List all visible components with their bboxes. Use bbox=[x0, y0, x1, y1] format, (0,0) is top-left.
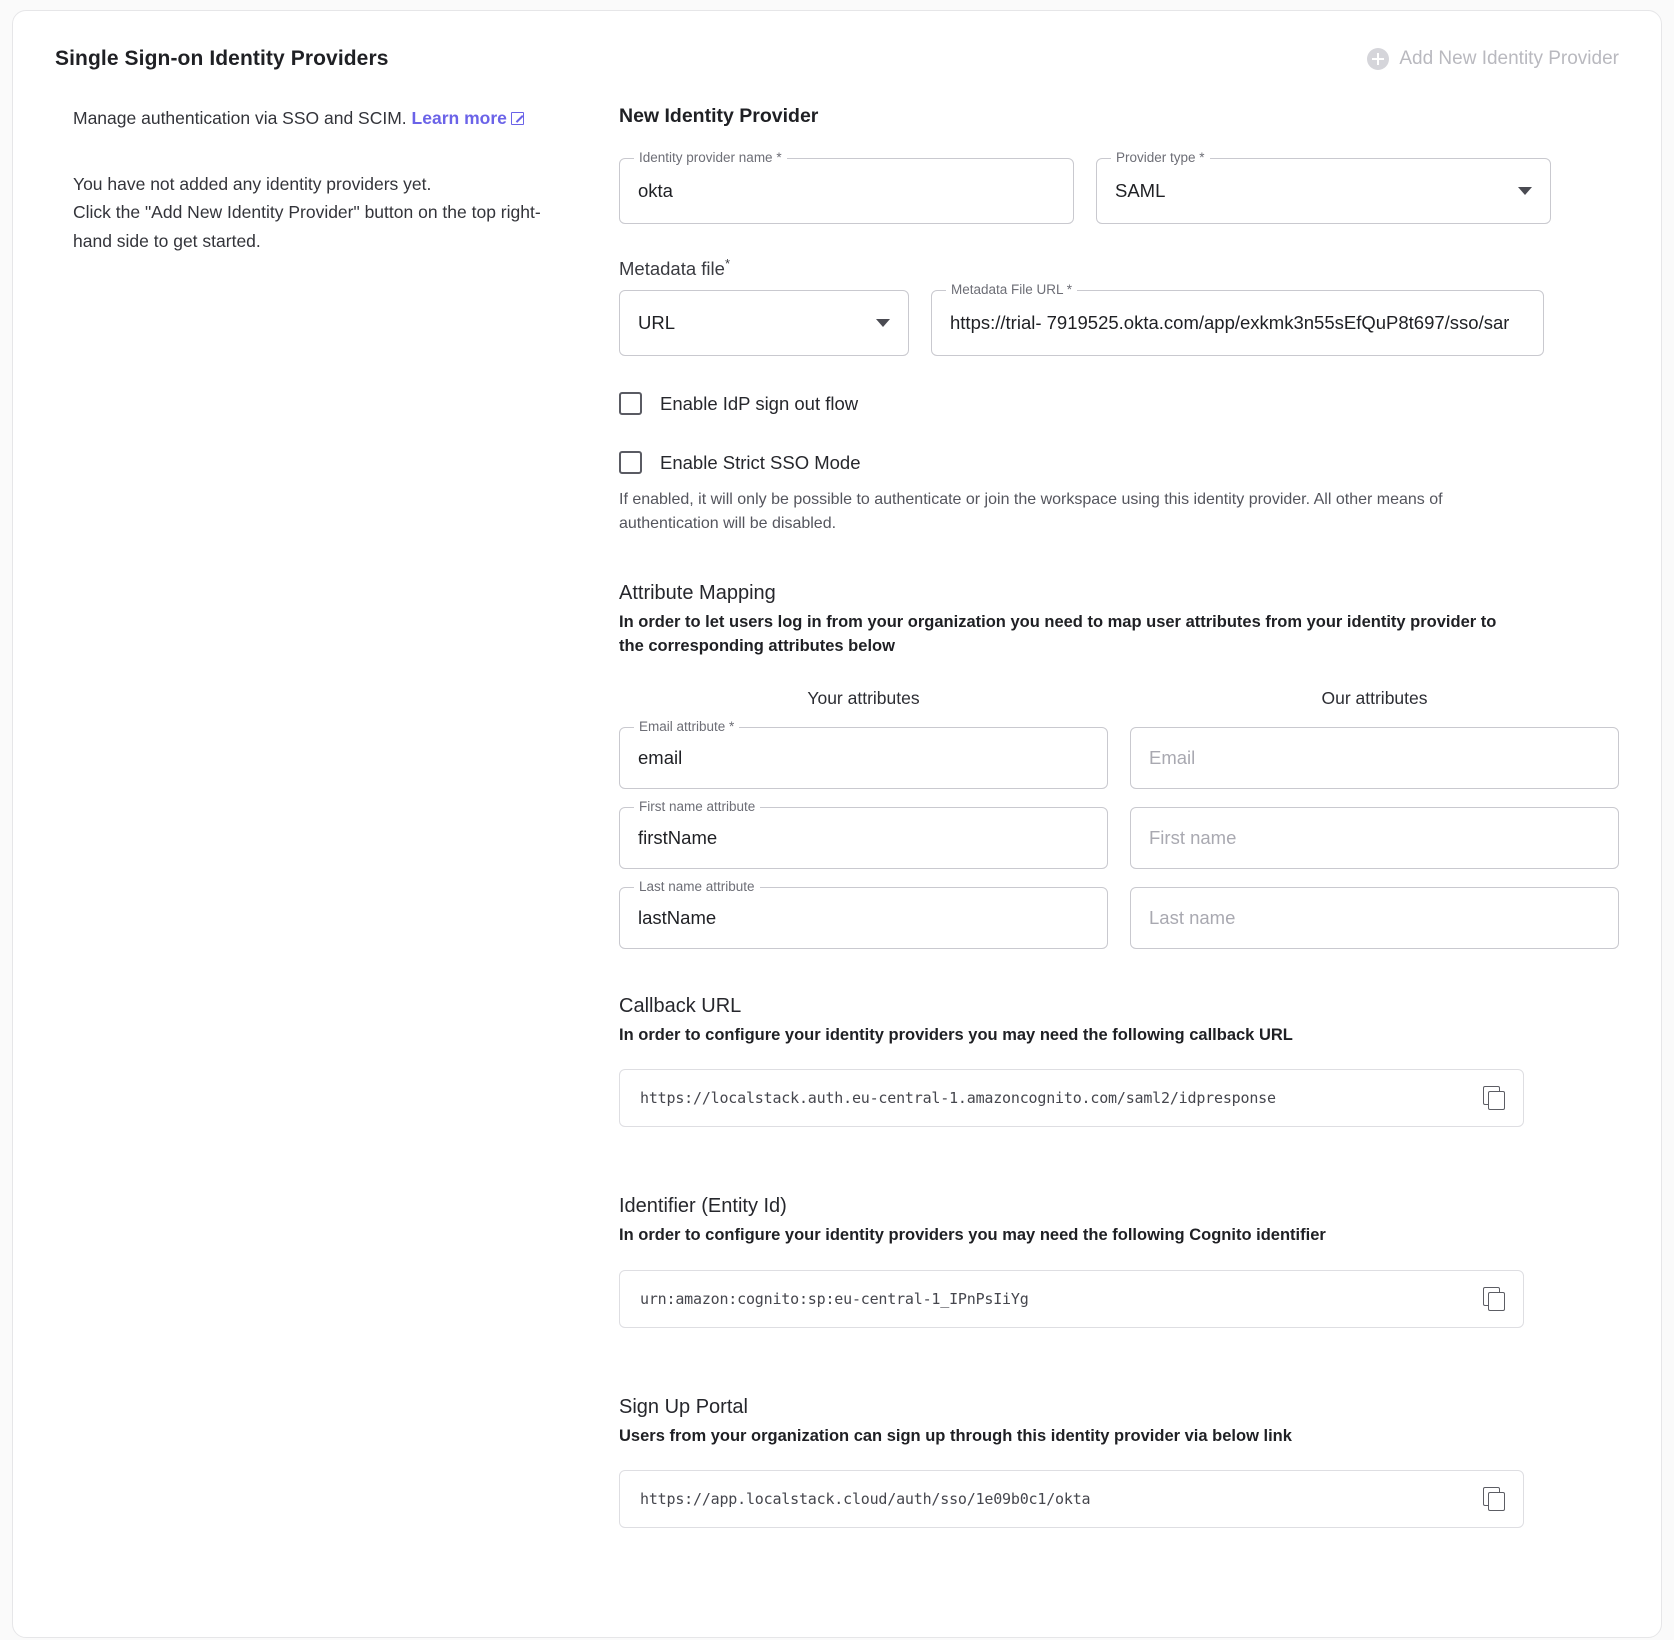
last-name-attribute-label: Last name attribute bbox=[634, 879, 760, 894]
right-column bbox=[615, 105, 1619, 1528]
chevron-down-icon bbox=[1518, 187, 1532, 195]
provider-type-value: SAML bbox=[1115, 180, 1166, 201]
identity-provider-name-value: okta bbox=[638, 180, 673, 201]
our-attributes-header: Our attributes bbox=[1321, 688, 1428, 708]
spacer bbox=[619, 1328, 1619, 1350]
page-title: Single Sign-on Identity Providers bbox=[55, 47, 389, 70]
identity-provider-name-input[interactable] bbox=[619, 150, 1074, 224]
enable-strict-sso-checkbox[interactable] bbox=[619, 451, 642, 474]
provider-basic-row bbox=[619, 150, 1619, 224]
metadata-file-url-label: Metadata File URL * bbox=[946, 282, 1077, 297]
signup-portal-title: Sign Up Portal bbox=[619, 1395, 748, 1418]
email-attribute-label: Email attribute * bbox=[634, 719, 739, 734]
card-header bbox=[55, 47, 1619, 71]
our-email-attribute-placeholder: Email bbox=[1149, 747, 1196, 768]
sso-card bbox=[12, 10, 1662, 1638]
metadata-file-url-value: https://trial- 7919525.okta.com/app/exkmk3n55sEfQuP8t697/sso/sar bbox=[950, 312, 1510, 334]
identifier-row bbox=[619, 1270, 1524, 1328]
left-column bbox=[55, 105, 615, 1528]
enable-idp-signout-label: Enable IdP sign out flow bbox=[660, 392, 859, 414]
manage-auth-text bbox=[73, 105, 595, 132]
our-email-attribute-field[interactable] bbox=[1130, 727, 1619, 789]
first-name-attribute-label: First name attribute bbox=[634, 799, 760, 814]
callback-url-row bbox=[619, 1069, 1524, 1127]
enable-idp-signout-row[interactable] bbox=[619, 392, 1619, 415]
attribute-mapping-subtitle: In order to let users log in from your organization you need to map user attributes from your identity provider to the corresponding attributes below bbox=[619, 613, 1497, 655]
manage-auth-label: Manage authentication via SSO and SCIM. bbox=[73, 108, 407, 128]
attribute-row-email bbox=[619, 719, 1619, 789]
enable-strict-sso-label: Enable Strict SSO Mode bbox=[660, 451, 861, 473]
empty-state-text bbox=[73, 170, 573, 255]
add-provider-label: Add New Identity Provider bbox=[1399, 48, 1619, 69]
our-first-name-attribute-field[interactable] bbox=[1130, 807, 1619, 869]
signup-portal-value: https://app.localstack.cloud/auth/sso/1e09b0c1/okta bbox=[640, 1490, 1091, 1509]
first-name-attribute-value: firstName bbox=[638, 827, 718, 848]
provider-type-select[interactable] bbox=[1096, 150, 1551, 224]
callback-url-subtitle: In order to configure your identity providers you may need the following callback URL bbox=[619, 1026, 1293, 1044]
our-last-name-attribute-field[interactable] bbox=[1130, 887, 1619, 949]
learn-more-link[interactable]: Learn more bbox=[411, 108, 507, 128]
attribute-columns-header bbox=[619, 688, 1619, 709]
callback-url-value: https://localstack.auth.eu-central-1.amazoncognito.com/saml2/idpresponse bbox=[640, 1089, 1276, 1108]
identity-provider-name-label: Identity provider name * bbox=[634, 150, 787, 165]
attribute-row-lastname bbox=[619, 879, 1619, 949]
email-attribute-value: email bbox=[638, 747, 683, 768]
card-body bbox=[55, 105, 1619, 1528]
attribute-mapping-title: Attribute Mapping bbox=[619, 582, 776, 605]
copy-icon[interactable] bbox=[1483, 1287, 1507, 1311]
signup-portal-subtitle: Users from your organization can sign up through this identity provider via below link bbox=[619, 1426, 1292, 1445]
metadata-file-type-value: URL bbox=[638, 312, 676, 334]
identifier-value: urn:amazon:cognito:sp:eu-central-1_IPnPsIiYg bbox=[640, 1289, 1029, 1308]
empty-state-line1: You have not added any identity providers yet. bbox=[73, 174, 432, 195]
metadata-row bbox=[619, 282, 1619, 356]
our-first-name-placeholder: First name bbox=[1149, 827, 1237, 848]
metadata-file-label bbox=[619, 256, 1619, 280]
strict-sso-helper-text: If enabled, it will only be possible to authenticate or join the workspace using this identity provider. All other means of authentication will be disabled. bbox=[619, 491, 1443, 533]
first-name-attribute-input[interactable] bbox=[619, 799, 1108, 869]
enable-strict-sso-row[interactable] bbox=[619, 451, 1619, 474]
identifier-title: Identifier (Entity Id) bbox=[619, 1195, 787, 1218]
chevron-down-icon bbox=[876, 319, 890, 327]
copy-icon[interactable] bbox=[1483, 1086, 1507, 1110]
attribute-row-firstname bbox=[619, 799, 1619, 869]
new-identity-provider-title: New Identity Provider bbox=[619, 105, 819, 127]
plus-icon bbox=[1367, 48, 1389, 70]
spacer bbox=[619, 1127, 1619, 1149]
add-new-identity-provider-button[interactable] bbox=[1367, 48, 1619, 70]
your-attributes-header: Your attributes bbox=[807, 688, 920, 708]
metadata-file-type-select[interactable] bbox=[619, 290, 909, 356]
enable-idp-signout-checkbox[interactable] bbox=[619, 392, 642, 415]
email-attribute-input[interactable] bbox=[619, 719, 1108, 789]
metadata-file-label-text: Metadata file bbox=[619, 258, 725, 280]
metadata-file-required-mark: * bbox=[724, 256, 730, 271]
external-link-icon bbox=[511, 112, 524, 125]
empty-state-line2: Click the "Add New Identity Provider" button on the top right-hand side to get started. bbox=[73, 202, 541, 251]
metadata-file-url-input[interactable] bbox=[931, 282, 1544, 356]
our-last-name-placeholder: Last name bbox=[1149, 907, 1236, 928]
provider-type-label: Provider type * bbox=[1111, 150, 1210, 165]
signup-portal-row bbox=[619, 1470, 1524, 1528]
callback-url-title: Callback URL bbox=[619, 995, 742, 1017]
last-name-attribute-input[interactable] bbox=[619, 879, 1108, 949]
copy-icon[interactable] bbox=[1483, 1487, 1507, 1511]
identifier-subtitle: In order to configure your identity providers you may need the following Cognito identifier bbox=[619, 1226, 1326, 1245]
last-name-attribute-value: lastName bbox=[638, 907, 717, 928]
